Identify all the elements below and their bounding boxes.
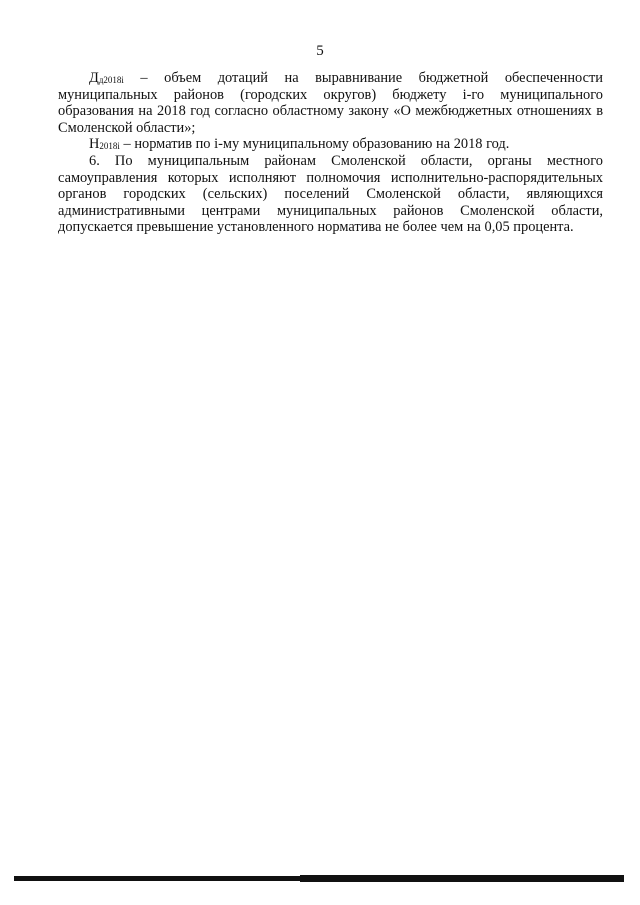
paragraph-dotations-definition <box>58 70 603 136</box>
paragraph-norm-definition <box>58 136 603 153</box>
formula-symbol-n: Н <box>89 136 100 153</box>
formula-symbol-d: Д <box>89 70 99 86</box>
formula-subscript-n: 2018i <box>99 141 120 152</box>
paragraph-text: – объем дотаций на выравнивание бюджетной обеспеченности муниципальных районов (городских округов) бюджету i-го муниципального образования на 2018 год согласно областному закону «О межбюджетных отношениях в Смоленской области»; <box>58 70 603 136</box>
scan-edge-bar-thick <box>300 875 624 882</box>
paragraph-item-6: 6. По муниципальным районам Смоленской области, органы местного самоуправления которых исполняют полномочия исполнительно-распорядительных органов городских (сельских) поселений Смоленской области, являющихся административными центрами муниципальных районов Смоленской области, допускается превышение установленного норматива не более чем на 0,05 процента. <box>58 152 603 236</box>
page-number: 5 <box>316 43 324 59</box>
formula-subscript-d: д2018i <box>98 75 124 85</box>
paragraph-text: – норматив по i-му муниципальному образованию на 2018 год. <box>119 136 510 153</box>
document-body <box>58 70 603 236</box>
